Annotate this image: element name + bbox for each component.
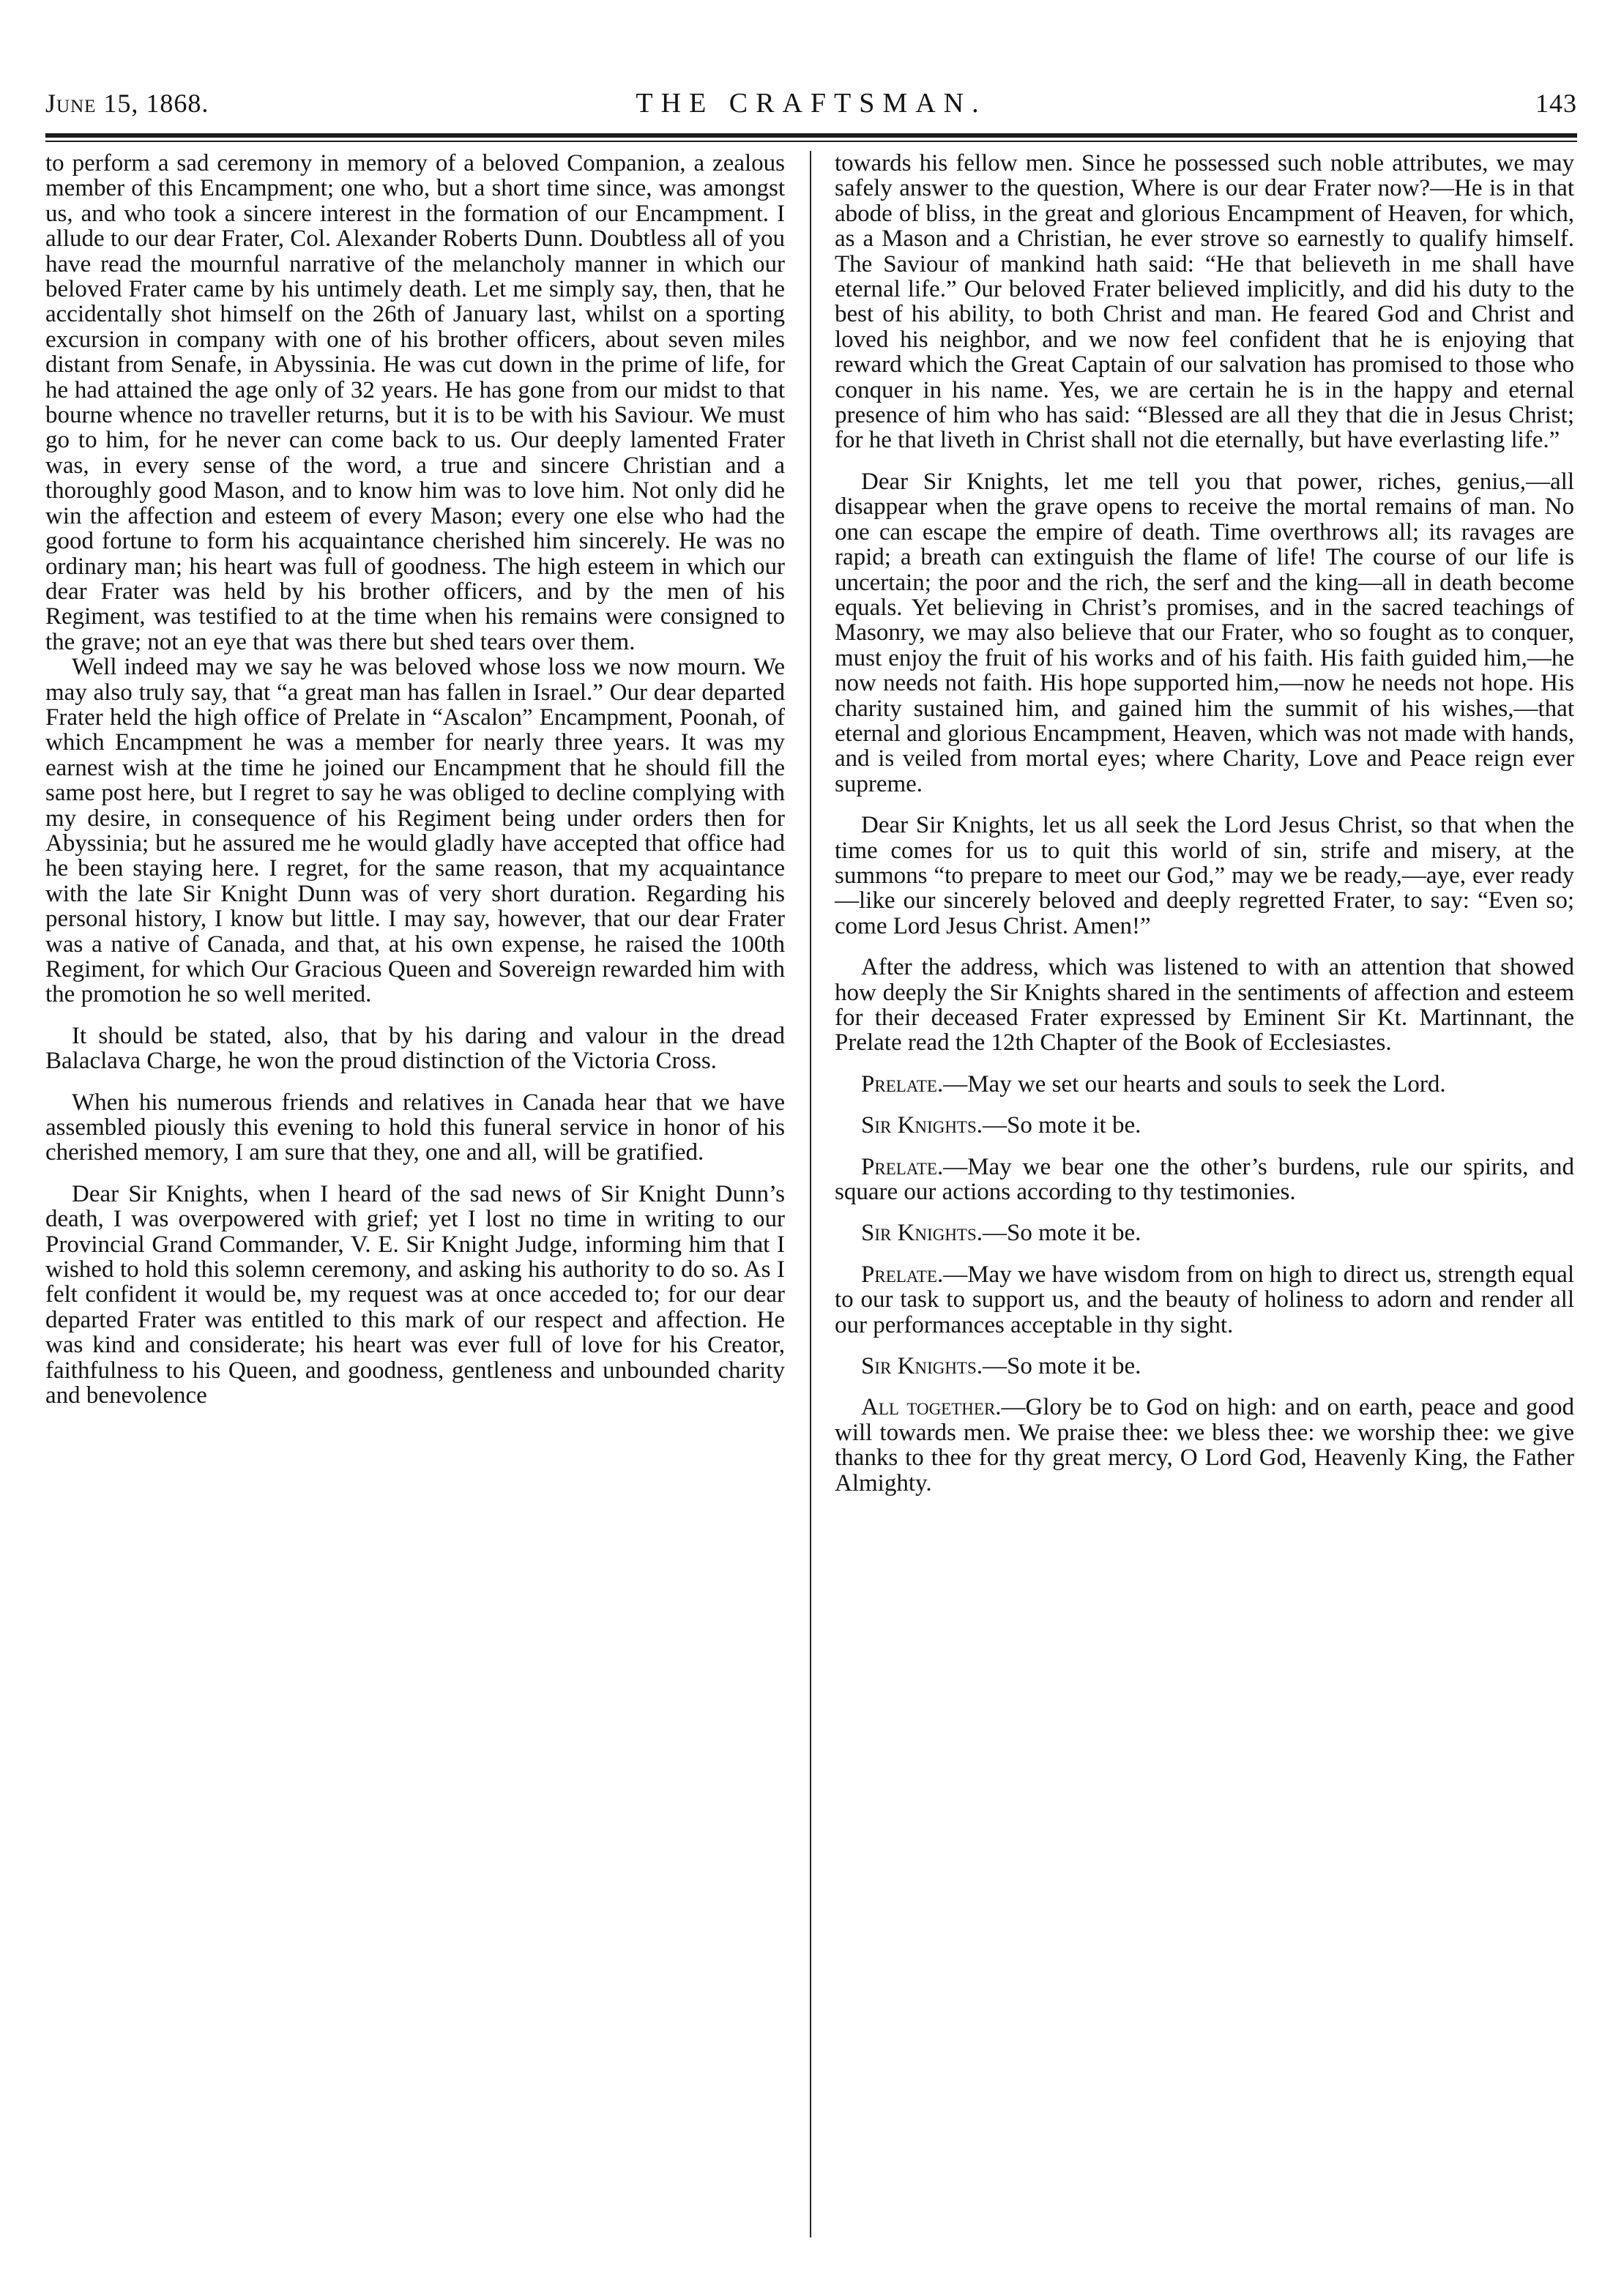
right-column <box>835 151 1574 1496</box>
litany-text: —May we have wisdom from on high to direct us, strength equal to our task to support us, and the beauty of holiness to adorn and render all our performances acceptable in thy sight. <box>835 1261 1574 1338</box>
newspaper-page <box>45 81 1577 2255</box>
litany-speaker: Prelate. <box>861 1070 944 1097</box>
litany-line <box>835 1113 1574 1138</box>
litany-speaker: Prelate. <box>861 1261 944 1288</box>
litany-speaker: All together. <box>861 1394 1002 1421</box>
header-rule-thick <box>45 133 1577 138</box>
publication-title: THE CRAFTSMAN. <box>636 88 987 119</box>
litany-line <box>835 1354 1574 1379</box>
issue-date: June 15, 1868. <box>45 89 209 118</box>
litany-speaker: Prelate. <box>861 1153 944 1180</box>
paragraph: When his numerous friends and relatives in Canada hear that we have assembled piously this evening to hold this funeral service in honor of his cherished memory, I am sure that they, one and all, will be gratified. <box>45 1089 785 1166</box>
litany-text: —Glory be to God on high: and on earth, peace and good will towards men. We praise thee: we bless thee: we worship thee: we give thanks to thee for thy great mercy, O Lord God, Heavenly King, the Father Almighty. <box>835 1394 1575 1496</box>
article-body <box>45 151 1577 2245</box>
page-number: 143 <box>1535 89 1577 118</box>
litany-speaker: Sir Knights. <box>861 1112 983 1139</box>
paragraph: After the address, which was listened to with an attention that showed how deeply the Sir Knights shared in the sentiments of affection and esteem for their deceased Frater expressed by Eminent Sir Kt. Martinnant, the Prelate read the 12th Chapter of the Book of Ecclesiastes. <box>835 954 1574 1056</box>
litany-text: —So mote it be. <box>983 1220 1141 1247</box>
left-column <box>45 151 785 1409</box>
litany-line <box>835 1395 1574 1496</box>
litany-text: —So mote it be. <box>983 1112 1141 1139</box>
litany-text: —So mote it be. <box>983 1353 1141 1380</box>
paragraph: towards his fellow men. Since he possessed such noble attributes, we may safely answer to the question, Where is our dear Frater now?—He is in that abode of bliss, in the great and glorious Encampment of Heaven, for which, as a Mason and a Christian, he ever strove so earnestly to qualify himself. The Saviour of mankind hath said: “He that believeth in me shall have eternal life.” Our beloved Frater believed implicitly, and did his duty to the best of his ability, to both Christ and man. He feared God and Christ and loved his neighbor, and we now feel confident that he is enjoying that reward which the Great Captain of our salvation has promised to those who conquer in his name. Yes, we are certain he is in the happy and eternal presence of him who has said: “Blessed are all they that die in Jesus Christ; for he that liveth in Christ shall not die eternally, but have everlasting life.” <box>835 150 1574 454</box>
paragraph: Dear Sir Knights, when I heard of the sad news of Sir Knight Dunn’s death, I was overpowered with grief; yet I lost no time in writing to our Provincial Grand Commander, V. E. Sir Knight Judge, informing him that I wished to hold this solemn ceremony, and asking his authority to do so. As I felt confident it would be, my request was at once acceded to; for our dear departed Frater was entitled to this mark of our respect and affection. He was kind and considerate; his heart was ever full of love for his Creator, faithfulness to his Queen, and goodness, gentleness and unbounded charity and benevolence <box>45 1180 785 1409</box>
paragraph: Dear Sir Knights, let me tell you that power, riches, genius,—all disappear when the grave opens to receive the mortal remains of man. No one can escape the empire of death. Time overthrows all; its ravages are rapid; a breath can extinguish the flame of life! The course of our life is uncertain; the poor and the rich, the serf and the king—all in death become equals. Yet believing in Christ’s promises, and in the sacred teachings of Masonry, we may also believe that our Frater, who so fought as to conquer, must enjoy the fruit of his works and of his faith. His faith guided him,—he now needs not faith. His hope supported him,—now he needs not hope. His charity sustained him, and gained him the summit of his wishes,—that eternal and glorious Encampment, Heaven, which was not made with hands, and is veiled from mortal eyes; where Charity, Love and Peace reign ever supreme. <box>835 468 1574 797</box>
litany-text: —May we set our hearts and souls to seek the Lord. <box>943 1070 1446 1097</box>
column-divider <box>810 151 811 2237</box>
litany-line <box>835 1220 1574 1245</box>
litany-speaker: Sir Knights. <box>861 1353 983 1380</box>
litany-line <box>835 1155 1574 1205</box>
paragraph: Well indeed may we say he was beloved whose loss we now mourn. We may also truly say, that “a great man has fallen in Israel.” Our dear departed Frater held the high office of Prelate in “Ascalon” Encampment, Poonah, of which Encampment he was a member for nearly three years. It was my earnest wish at the time he joined our Encampment that he should fill the same post here, but I regret to say he was obliged to decline complying with my desire, in consequence of his Regiment being under orders then for Abyssinia; but he assured me he would gladly have accepted that office had he been staying here. I regret, for the same reason, that my acquaintance with the late Sir Knight Dunn was of very short duration. Regarding his personal history, I know but little. I may say, however, that our dear Frater was a native of Canada, and that, at his own expense, he raised the 100th Regiment, for which Our Gracious Queen and Sovereign rewarded him with the promotion he so well merited. <box>45 654 785 1008</box>
paragraph: It should be stated, also, that by his daring and valour in the dread Balaclava Charge, he won the proud distinction of the Victoria Cross. <box>45 1022 785 1075</box>
litany-line <box>835 1262 1574 1338</box>
litany-speaker: Sir Knights. <box>861 1220 983 1247</box>
running-header <box>45 81 1577 126</box>
paragraph: to perform a sad ceremony in memory of a beloved Companion, a zealous member of this Encampment; one who, but a short time since, was amongst us, and who took a sincere interest in the formation of our Encampment. I allude to our dear Frater, Col. Alexander Roberts Dunn. Doubtless all of you have read the mournful narrative of the melancholy manner in which our beloved Frater came by his untimely death. Let me simply say, then, that he accidentally shot himself on the 26th of January last, whilst on a sporting excursion in company with one of his brother officers, about seven miles distant from Senafe, in Abyssinia. He was cut down in the prime of life, for he had attained the age only of 32 years. He has gone from our midst to that bourne whence no traveller returns, but it is to be with his Saviour. We must go to him, for he never can come back to us. Our deeply lamented Frater was, in every sense of the word, a true and sincere Christian and a thoroughly good Mason, and to know him was to love him. Not only did he win the affection and esteem of every Mason; every one else who had the good fortune to form his acquaintance cherished him sincerely. He was no ordinary man; his heart was full of goodness. The high esteem in which our dear Frater was held by his brother officers, and by the men of his Regiment, was testified to at the time when his remains were consigned to the grave; not an eye that was there but shed tears over them. <box>45 150 785 655</box>
header-rule-thin <box>45 141 1577 142</box>
litany-line <box>835 1072 1574 1097</box>
litany-text: —May we bear one the other’s burdens, rule our spirits, and square our actions according to thy testimonies. <box>835 1153 1574 1206</box>
paragraph: Dear Sir Knights, let us all seek the Lord Jesus Christ, so that when the time comes for us to quit this world of sin, strife and misery, at the summons “to prepare to meet our God,” may we be ready,—aye, ever ready—like our sincerely beloved and deeply regretted Frater, to say: “Even so; come Lord Jesus Christ. Amen!” <box>835 812 1574 939</box>
